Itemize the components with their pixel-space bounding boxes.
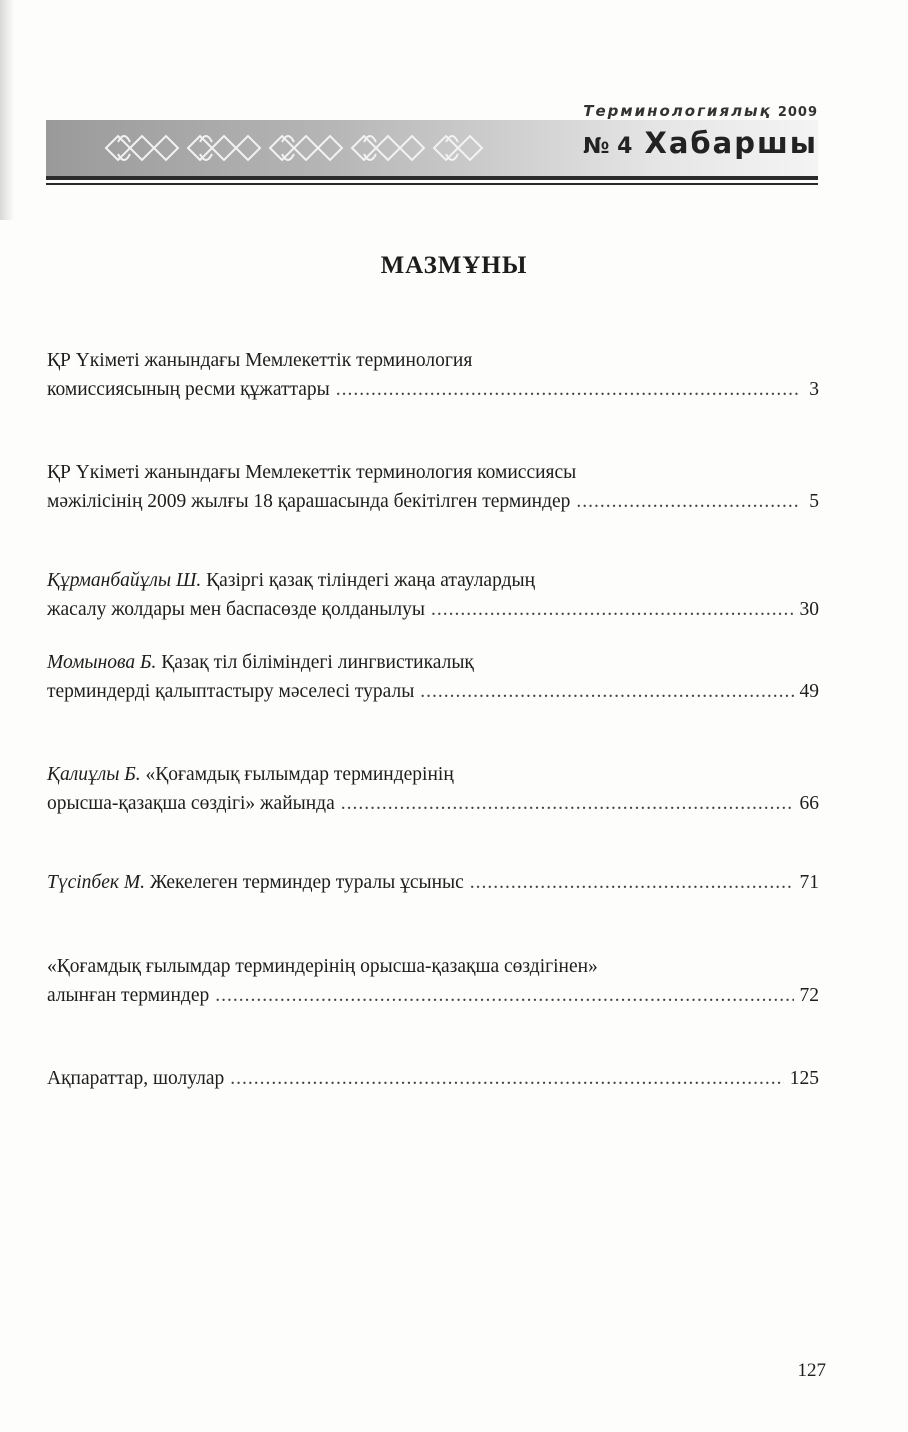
- toc-entry: [47, 648, 819, 706]
- entry-text-line2: комиссиясының ресми құжаттары: [47, 379, 330, 400]
- entry-text-line1: Ақпараттар, шолулар: [47, 1068, 225, 1089]
- toc-entry: [47, 346, 819, 404]
- journal-year: 2009: [777, 105, 818, 120]
- header-rule-thick: [46, 176, 818, 180]
- issue-number: № 4: [583, 134, 633, 159]
- entry-text-line1: ҚР Үкіметі жанындағы Мемлекеттік терминология комиссиясы: [47, 462, 577, 483]
- entry-page: 5: [809, 491, 819, 512]
- entry-author: Түсіпбек М.: [47, 872, 145, 893]
- toc-entry: [47, 760, 819, 818]
- entry-page: 71: [799, 872, 819, 893]
- entry-page: 72: [799, 985, 819, 1006]
- leader-dots: [341, 789, 794, 818]
- page-title: МАЗМҰНЫ: [380, 252, 528, 279]
- entry-author: Құрманбайұлы Ш.: [47, 570, 202, 591]
- ornament-pattern: [96, 120, 496, 176]
- toc-entry: [47, 952, 819, 1010]
- toc-entry: [47, 458, 819, 516]
- entry-page: 66: [799, 793, 819, 814]
- entry-author: Қалиұлы Б.: [47, 764, 141, 785]
- leader-dots: [336, 375, 799, 404]
- journal-header: [46, 100, 818, 190]
- journal-title: [583, 126, 818, 160]
- journal-name-main: Хабаршы: [644, 126, 818, 160]
- entry-text-line2: жасалу жолдары мен баспасөзде қолданылуы: [47, 599, 425, 620]
- leader-dots: [420, 677, 793, 706]
- entry-author: Момынова Б.: [47, 652, 157, 673]
- entry-page: 49: [799, 681, 819, 702]
- leader-dots: [431, 595, 794, 624]
- entry-text-line2: алынған терминдер: [47, 985, 210, 1006]
- journal-subtitle: [583, 102, 818, 120]
- entry-page: 3: [809, 379, 819, 400]
- leader-dots: [215, 981, 793, 1010]
- entry-page: 30: [799, 599, 819, 620]
- page-number: 127: [797, 1360, 826, 1381]
- entry-text-line1: «Қоғамдық ғылымдар терминдерінің: [140, 764, 454, 785]
- entry-text-line1: ҚР Үкіметі жанындағы Мемлекеттік терминология: [47, 350, 473, 371]
- entry-text-line1: «Қоғамдық ғылымдар терминдерінің орысша-қазақша сөздігінен»: [47, 956, 598, 977]
- leader-dots: [230, 1064, 783, 1093]
- header-rule-thin: [46, 183, 818, 185]
- entry-text-line1: Қазақ тіл біліміндегі лингвистикалық: [156, 652, 474, 673]
- entry-text-line2: мәжілісінің 2009 жылғы 18 қарашасында бекітілген терминдер: [47, 491, 571, 512]
- toc-entry: [47, 868, 819, 897]
- toc-entry: [47, 1064, 819, 1093]
- entry-text-line2: терминдерді қалыптастыру мәселесі туралы: [47, 681, 415, 702]
- journal-name-top: Терминологиялық: [583, 102, 772, 120]
- entry-text-line2: орысша-қазақша сөздігі» жайында: [47, 793, 335, 814]
- entry-page: 125: [789, 1068, 819, 1089]
- toc-entry: [47, 566, 819, 624]
- entry-text-line1: Қазіргі қазақ тіліндегі жаңа атаулардың: [201, 570, 536, 591]
- leader-dots: [470, 868, 794, 897]
- leader-dots: [576, 487, 799, 516]
- scan-edge-shadow: [0, 0, 14, 220]
- entry-text-line1: Жекелеген терминдер туралы ұсыныс: [145, 872, 464, 893]
